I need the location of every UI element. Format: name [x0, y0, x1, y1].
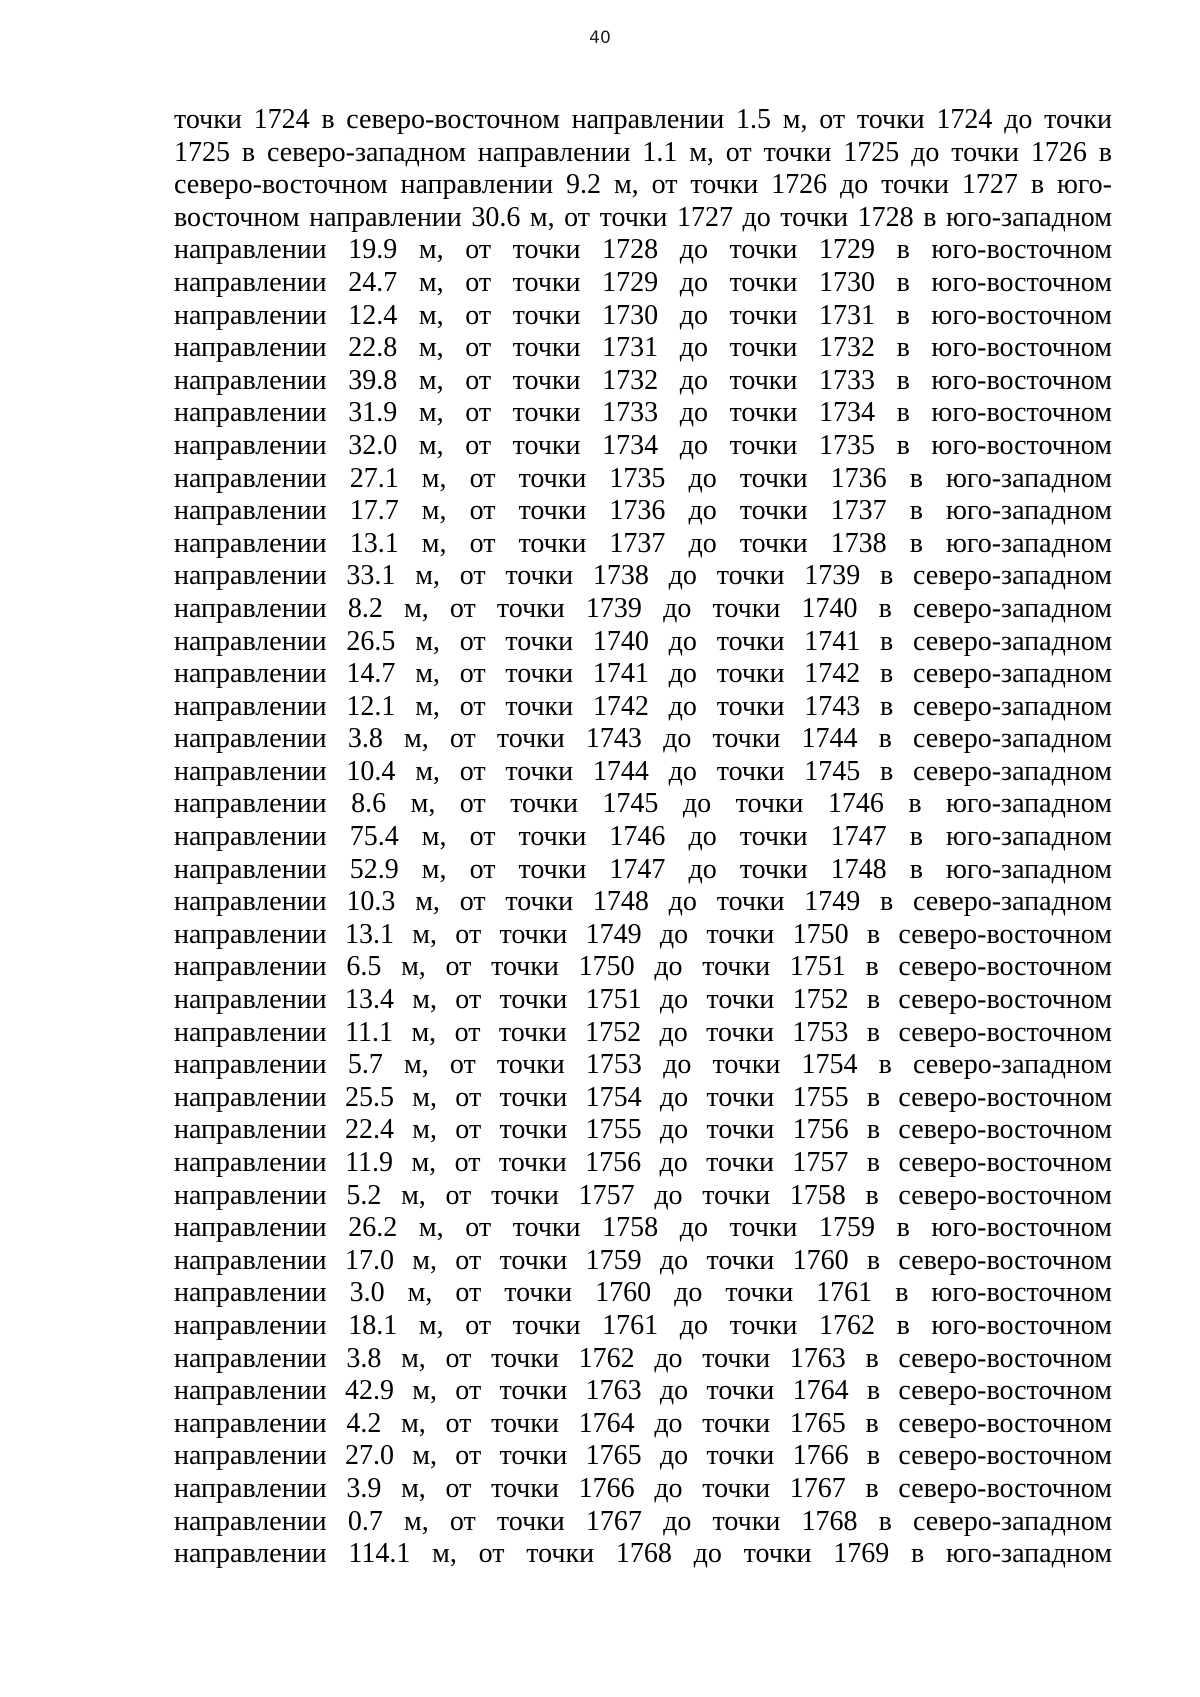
text-line: направлении 11.1 м, от точки 1752 до точки 1753 в северо-восточном: [174, 1016, 1112, 1048]
text-line: направлении 39.8 м, от точки 1732 до точки 1733 в юго-восточном: [174, 364, 1112, 396]
text-line: направлении 27.1 м, от точки 1735 до точки 1736 в юго-западном: [174, 462, 1112, 494]
text-line: направлении 17.0 м, от точки 1759 до точки 1760 в северо-восточном: [174, 1244, 1112, 1276]
text-line: направлении 75.4 м, от точки 1746 до точки 1747 в юго-западном: [174, 821, 1112, 853]
text-line: направлении 26.2 м, от точки 1758 до точки 1759 в юго-восточном: [174, 1212, 1112, 1244]
text-line: направлении 3.8 м, от точки 1743 до точки 1744 в северо-западном: [174, 723, 1112, 755]
text-line: направлении 5.2 м, от точки 1757 до точки 1758 в северо-восточном: [174, 1179, 1112, 1211]
text-line: направлении 3.0 м, от точки 1760 до точки 1761 в юго-восточном: [174, 1277, 1112, 1309]
text-line: направлении 10.4 м, от точки 1744 до точки 1745 в северо-западном: [174, 755, 1112, 787]
text-line: направлении 24.7 м, от точки 1729 до точки 1730 в юго-восточном: [174, 266, 1112, 298]
text-line: направлении 8.6 м, от точки 1745 до точки 1746 в юго-западном: [174, 788, 1112, 820]
text-line: направлении 32.0 м, от точки 1734 до точки 1735 в юго-восточном: [174, 429, 1112, 461]
text-line: направлении 22.8 м, от точки 1731 до точки 1732 в юго-восточном: [174, 332, 1112, 364]
text-line: направлении 26.5 м, от точки 1740 до точки 1741 в северо-западном: [174, 625, 1112, 657]
text-line: направлении 18.1 м, от точки 1761 до точки 1762 в юго-восточном: [174, 1309, 1112, 1341]
text-line: северо-восточном направлении 9.2 м, от точки 1726 до точки 1727 в юго-: [174, 169, 1112, 201]
text-line: направлении 13.4 м, от точки 1751 до точки 1752 в северо-восточном: [174, 984, 1112, 1016]
text-line: направлении 3.8 м, от точки 1762 до точки 1763 в северо-восточном: [174, 1342, 1112, 1374]
text-line: восточном направлении 30.6 м, от точки 1727 до точки 1728 в юго-западном: [174, 201, 1112, 233]
text-line: направлении 3.9 м, от точки 1766 до точки 1767 в северо-восточном: [174, 1472, 1112, 1504]
text-line: точки 1724 в северо-восточном направлении 1.5 м, от точки 1724 до точки: [174, 104, 1112, 135]
text-line: направлении 4.2 м, от точки 1764 до точки 1765 в северо-восточном: [174, 1407, 1112, 1439]
text-line: направлении 5.7 м, от точки 1753 до точки 1754 в северо-западном: [174, 1049, 1112, 1081]
text-line: направлении 13.1 м, от точки 1749 до точки 1750 в северо-восточном: [174, 918, 1112, 950]
text-line: направлении 31.9 м, от точки 1733 до точки 1734 в юго-восточном: [174, 397, 1112, 429]
text-line: направлении 19.9 м, от точки 1728 до точки 1729 в юго-восточном: [174, 234, 1112, 266]
text-line: направлении 13.1 м, от точки 1737 до точки 1738 в юго-западном: [174, 527, 1112, 559]
text-line: направлении 42.9 м, от точки 1763 до точки 1764 в северо-восточном: [174, 1375, 1112, 1407]
text-line: направлении 11.9 м, от точки 1756 до точки 1757 в северо-восточном: [174, 1147, 1112, 1178]
text-line: направлении 25.5 м, от точки 1754 до точки 1755 в северо-восточном: [174, 1081, 1112, 1113]
document-body: [174, 104, 1112, 1571]
text-line: направлении 114.1 м, от точки 1768 до точки 1769 в юго-западном: [174, 1538, 1112, 1570]
text-line: направлении 33.1 м, от точки 1738 до точки 1739 в северо-западном: [174, 560, 1112, 592]
text-line: 1725 в северо-западном направлении 1.1 м, от точки 1725 до точки 1726 в: [174, 136, 1112, 168]
page-number: 40: [589, 28, 611, 48]
text-line: направлении 17.7 м, от точки 1736 до точки 1737 в юго-западном: [174, 495, 1112, 527]
text-line: направлении 52.9 м, от точки 1747 до точки 1748 в юго-западном: [174, 853, 1112, 885]
text-line: направлении 27.0 м, от точки 1765 до точки 1766 в северо-восточном: [174, 1440, 1112, 1472]
text-line: направлении 22.4 м, от точки 1755 до точки 1756 в северо-восточном: [174, 1114, 1112, 1146]
text-line: направлении 12.4 м, от точки 1730 до точки 1731 в юго-восточном: [174, 299, 1112, 331]
text-line: направлении 0.7 м, от точки 1767 до точки 1768 в северо-западном: [174, 1505, 1112, 1537]
text-line: направлении 12.1 м, от точки 1742 до точки 1743 в северо-западном: [174, 690, 1112, 722]
text-line: направлении 10.3 м, от точки 1748 до точки 1749 в северо-западном: [174, 886, 1112, 918]
text-line: направлении 14.7 м, от точки 1741 до точки 1742 в северо-западном: [174, 658, 1112, 690]
text-line: направлении 8.2 м, от точки 1739 до точки 1740 в северо-западном: [174, 592, 1112, 624]
text-line: направлении 6.5 м, от точки 1750 до точки 1751 в северо-восточном: [174, 951, 1112, 983]
